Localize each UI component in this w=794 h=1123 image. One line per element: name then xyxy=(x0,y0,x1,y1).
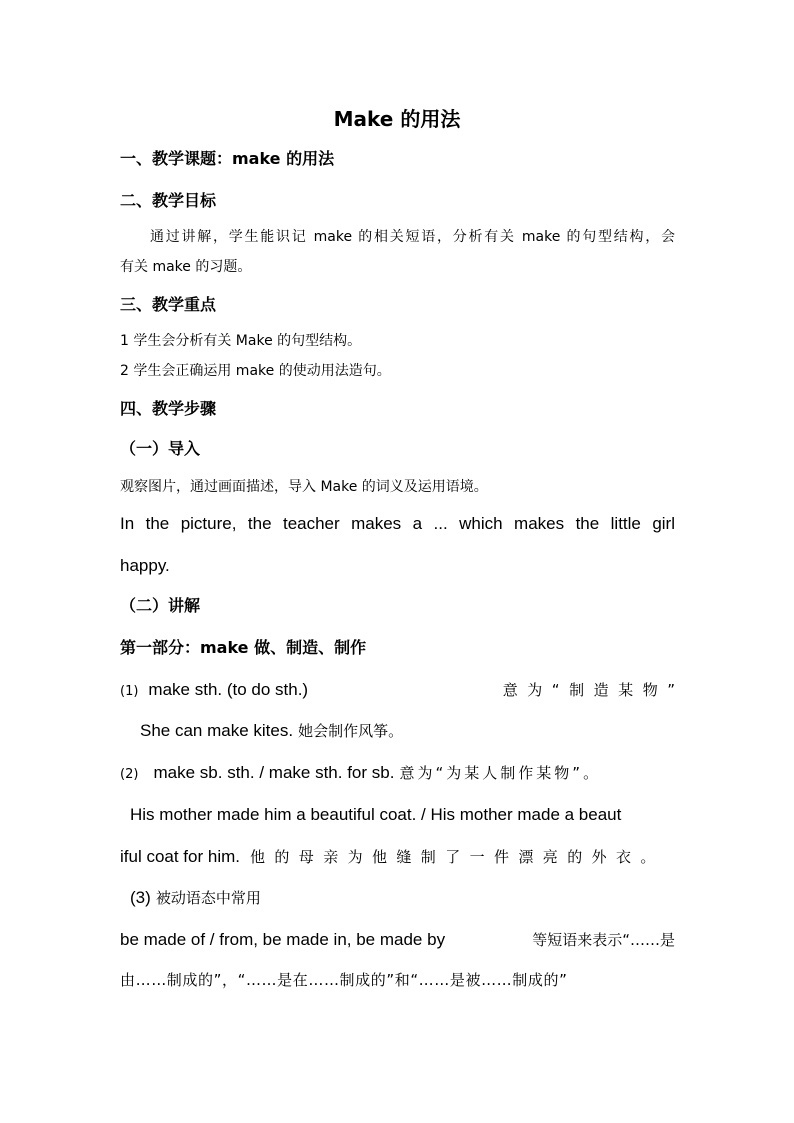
usage-item-2-number: (2) xyxy=(120,767,139,782)
section-heading-goals: 二、教学目标 xyxy=(120,191,217,210)
usage-item-3-number: (3) xyxy=(130,888,151,907)
part1-heading: 第一部分：make 做、制造、制作 xyxy=(120,638,367,657)
step-heading-explanation: （二）讲解 xyxy=(120,596,201,615)
usage-item-3 xyxy=(130,889,685,906)
section-heading-topic: 一、教学课题：make 的用法 xyxy=(120,149,335,168)
section-heading-steps: 四、教学步骤 xyxy=(120,399,217,418)
usage-item-1-example-english: She can make kites. xyxy=(140,721,294,740)
focus-item-1: 1 学生会分析有关 Make 的句型结构。 xyxy=(120,333,362,349)
intro-english-line2: happy. xyxy=(120,556,170,575)
usage-item-1-meaning: 意 为 “ 制 造 某 物 ” xyxy=(502,681,675,699)
focus-item-2: 2 学生会正确运用 make 的使动用法造句。 xyxy=(120,363,391,379)
goals-paragraph-line1: 通过讲解，学生能识记 make 的相关短语，分析有关 make 的句型结构，会 xyxy=(150,229,675,245)
goals-paragraph-line2: 有关 make 的习题。 xyxy=(120,259,252,275)
intro-paragraph: 观察图片，通过画面描述，导入 Make 的词义及运用语境。 xyxy=(120,479,488,495)
usage-item-3-line1-english: be made of / from, be made in, be made by xyxy=(120,930,446,949)
usage-item-1-pattern: make sth. (to do sth.) xyxy=(148,680,309,699)
usage-item-2-example-line1: His mother made him a beautiful coat. / His mother made a beaut xyxy=(130,805,622,824)
usage-item-3-line1 xyxy=(120,931,675,948)
document-title: Make 的用法 xyxy=(333,107,461,131)
intro-english-line1: In the picture, the teacher makes a ... which makes the little girl xyxy=(120,514,675,533)
usage-item-3-line1-chinese: 等短语来表示“……是 xyxy=(532,931,675,949)
usage-item-2-pattern: make sb. sth. / make sth. for sb. xyxy=(153,763,395,782)
usage-item-1-example xyxy=(140,722,695,739)
usage-item-1 xyxy=(120,681,675,698)
section-heading-focus: 三、教学重点 xyxy=(120,295,217,314)
usage-item-2-example-line2 xyxy=(120,848,675,865)
usage-item-2-meaning: 意为“为某人制作某物”。 xyxy=(399,764,602,782)
usage-item-2-example-line2-chinese: 他的母亲为他缝制了一件漂亮的外衣。 xyxy=(250,848,665,866)
usage-item-2-example-line2-english: iful coat for him. xyxy=(120,847,240,866)
usage-item-1-number: (1) xyxy=(120,684,139,699)
usage-item-1-example-chinese: 她会制作风筝。 xyxy=(298,722,404,740)
usage-item-2 xyxy=(120,764,675,781)
usage-item-3-text: 被动语态中常用 xyxy=(155,889,261,907)
usage-item-3-line2: 由……制成的”，“……是在……制成的”和“……是被……制成的” xyxy=(120,971,568,989)
step-heading-intro: （一）导入 xyxy=(120,439,201,458)
